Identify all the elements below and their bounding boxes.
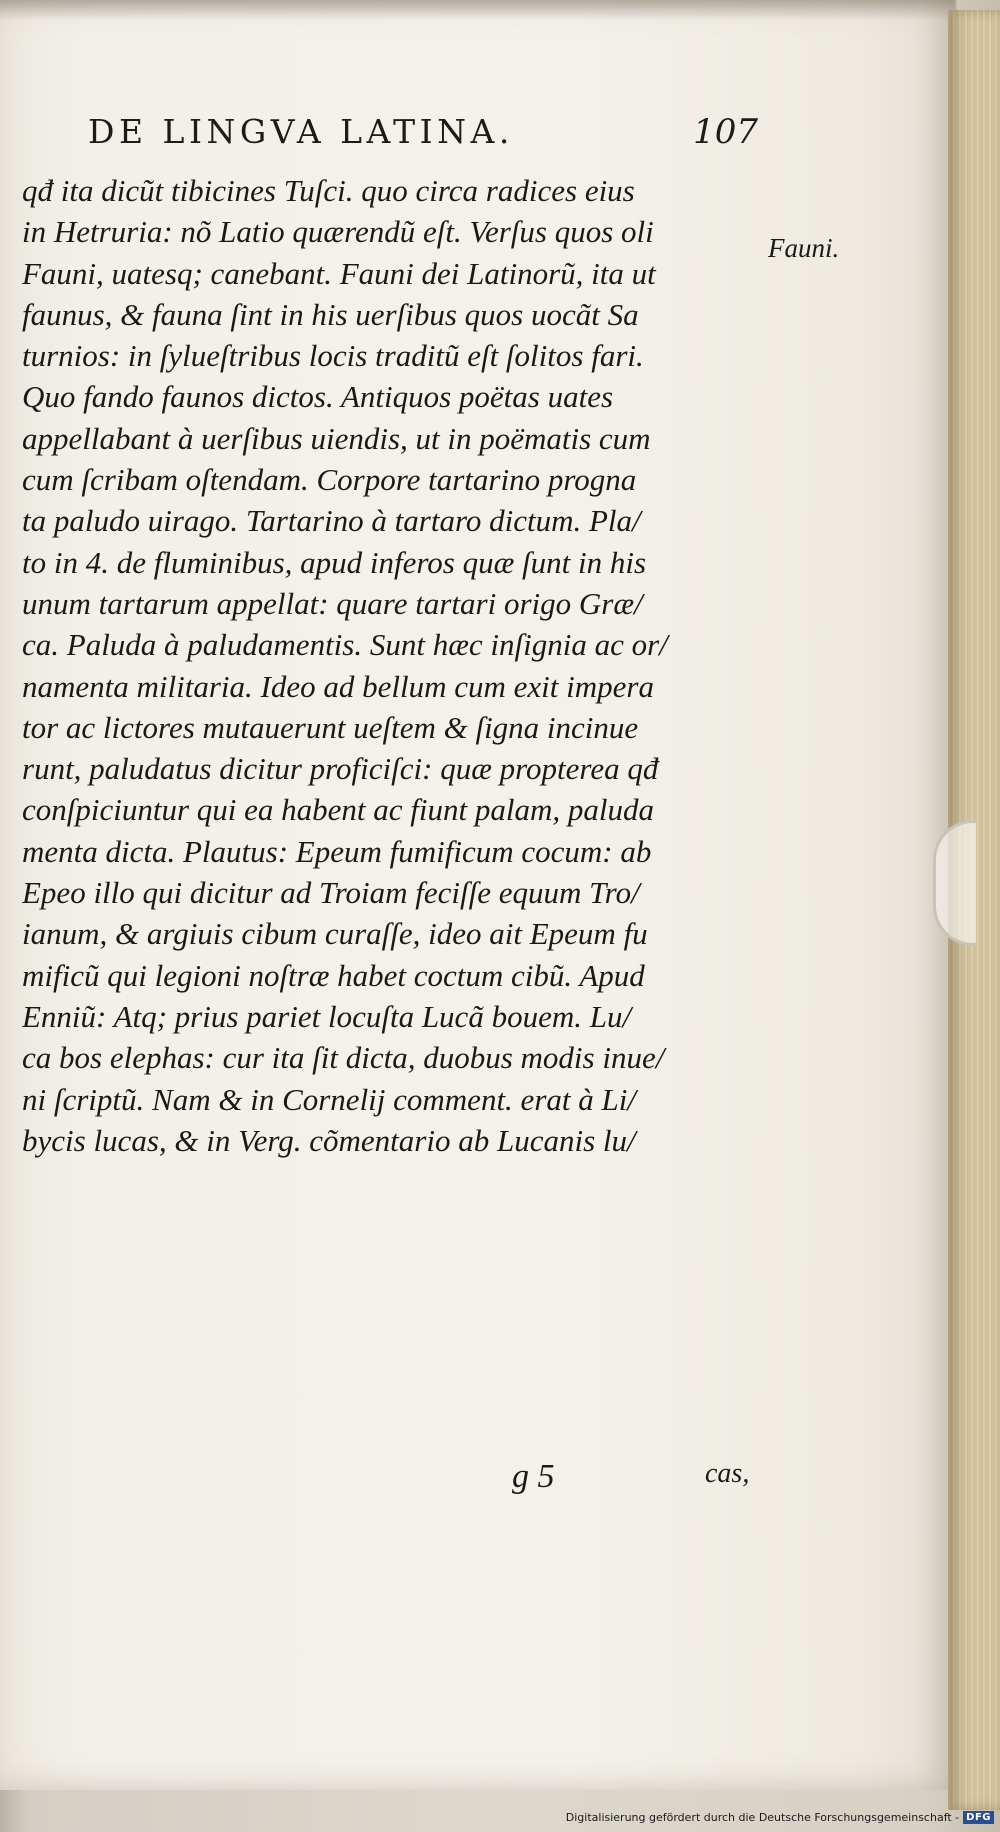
text-line: Fauni, uatesq; canebant. Fauni dei Latinorũ, ita ut [22,255,656,291]
text-line: namenta militaria. Ideo ad bellum cum exit impera [22,668,654,704]
page-number: 107 [693,112,758,152]
text-line: Enniũ: Atq; prius pariet locuſta Lucã bouem. Lu/ [22,998,632,1034]
text-line: menta dicta. Plautus: Epeum fumificum cocum: ab [22,833,652,869]
text-line: ianum, & argiuis cibum curaſſe, ideo ait Epeum fu [22,916,648,952]
text-line: qđ ita dicũt tibicines Tuſci. quo circa radices eius [22,173,635,208]
text-line: ni ſcriptũ. Nam & in Cornelij comment. erat à Li/ [22,1081,636,1117]
text-line: Quo fando faunos dictos. Antiquos poëtas uates [22,379,614,415]
text-line: turnios: in ſylueſtribus locis traditũ eſt ſolitos fari. [22,338,644,374]
text-line: to in 4. de fluminibus, apud inferos quæ ſunt in his [22,544,647,580]
text-line: appellabant à uerſibus uiendis, ut in poëmatis cum [22,420,651,456]
digitization-credit [566,1806,994,1828]
page-header [88,108,758,158]
signature-mark: g 5 [512,1458,555,1495]
page-top-shadow [0,0,955,20]
text-line: runt, paludatus dicitur proficiſci: quæ propterea qđ [22,751,659,787]
running-head: DE LINGVA LATINA. [88,112,514,151]
text-line: faunus, & fauna ſint in his uerſibus quos uocãt Sa [22,296,639,332]
marginal-note: Fauni. [768,233,840,263]
dfg-logo-icon: DFG [963,1811,994,1824]
text-line: ca bos elephas: cur ita ſit dicta, duobus modis inue/ [22,1040,665,1076]
text-line: tor ac lictores mutauerunt ueſtem & ſigna incinue [22,709,639,745]
catchword: cas, [705,1458,750,1489]
text-block [22,170,782,1161]
text-line: Epeo illo qui dicitur ad Troiam feciſſe equum Tro/ [22,875,640,911]
credit-text: Digitalisierung gefördert durch die Deutsche Forschungsgemeinschaft - [565,1810,960,1824]
text-line: ta paludo uirago. Tartarino à tartaro dictum. Pla/ [22,503,641,539]
text-line: cum ſcribam oſtendam. Corpore tartarino progna [22,462,637,498]
text-line: mificũ qui legioni noſtræ habet coctum cibũ. Apud [22,957,645,993]
text-line: in Hetruria: nõ Latio quærendũ eſt. Verſus quos oli [22,214,654,250]
text-line: conſpiciuntur qui ea habent ac fiunt palam, paluda [22,792,654,828]
text-line: bycis lucas, & in Verg. cõmentario ab Lucanis lu/ [22,1122,636,1158]
book-clasp [933,820,976,946]
text-line: ca. Paluda à paludamentis. Sunt hæc inſignia ac or/ [22,627,668,663]
text-line: unum tartarum appellat: quare tartari origo Græ/ [22,585,643,621]
